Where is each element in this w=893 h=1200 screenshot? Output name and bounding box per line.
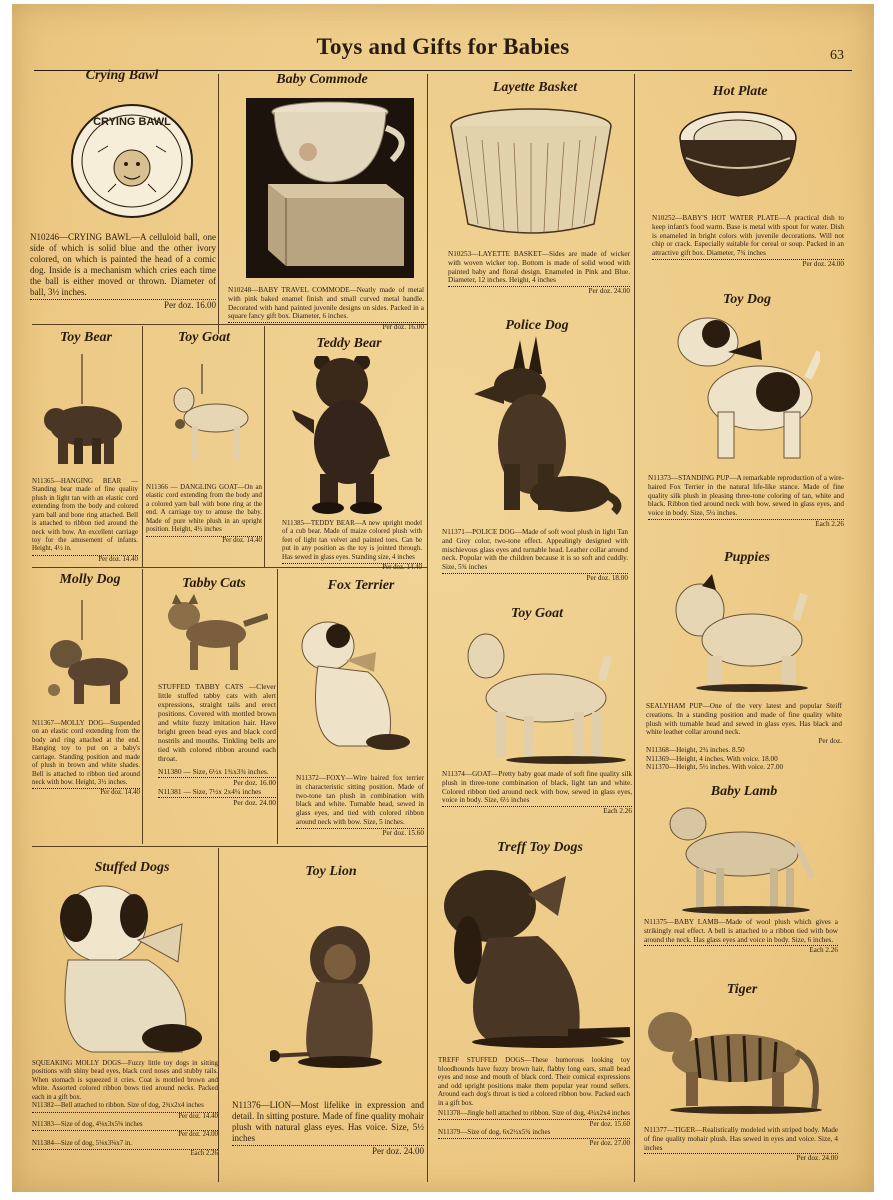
toy-dog-price: Each 2.26 [648,519,844,529]
tiger-description: N11377—TIGER—Realistically modeled with striped body. Made of fine quality mohair plush. Has sewed in eyes and voice. Size, 4 inches Per doz. 24.00 [644,1126,838,1163]
column-divider [218,74,219,334]
stuffed-dogs-row-2: N11383—Size of dog, 4⅛x3x5⅛ inches [32,1120,143,1128]
row-divider [32,846,427,847]
heading-toy-dog: Toy Dog [722,292,772,307]
heading-treff-dogs: Treff Toy Dogs [497,840,583,855]
treff-dogs-row-1: N11378—Jingle bell attached to ribbon. Size of dog, 4¾x2x4 inches [438,1109,630,1118]
baby-lamb-image [666,802,816,914]
tabby-cats-size-2: N11381 — Size, 7½x 2x4¼ inches [158,787,262,797]
molly-dog-image [40,600,134,710]
treff-dogs-image [438,864,632,1050]
heading-toy-bear: Toy Bear [60,330,112,345]
column-divider [427,74,428,1182]
treff-dogs-description: TREFF STUFFED DOGS—These humorous looking toy bloodhounds have fuzzy brown hair, flabby long ears, small bead eyes and nose and mouth of black cord. Their comical expressions and odd upright positions make them popular year round sellers. Around each dog's throat is tied a colored ribbon bow. Packed each in a gift box. N11378—Jingle bell attached to ribbon. Size of dog, 4¾x2x4 inches Per doz. 15.60 N11379—Size of dog, 6x2½x5¾ inches Per doz. 27.00 [438,1056,630,1147]
hot-plate-description: N10252—BABY'S HOT WATER PLATE—A practical dish to keep infant's food warm. Base is metal with spout for water. Dish is enameled in bright colors with juvenile decorations. Will not chip or crack. Especially suitable for cereal or soup. Packed in an attractive gift box. Diameter, 7¾ inches Per doz. 24.00 [652,214,844,268]
puppies-row-1: N11368—Height, 2¾ inches. 8.50 [646,745,745,754]
crying-bawl-price: Per doz. 16.00 [30,299,216,311]
heading-molly-dog: Molly Dog [59,572,121,587]
heading-toy-goat-small: Toy Goat [178,330,230,345]
baby-lamb-description: N11375—BABY LAMB—Made of wool plush which gives a strikingly real effect. A bell is attached to a ribbon tied with bow around the neck. Has glass eyes and voice in body. Size, 6 inches. Each 2.26 [644,918,838,955]
police-dog-description: N11371—POLICE DOG—Made of soft wool plush in light Tan and Grey color, two-tone effect. Appealingly designed with mischievous glass eyes and turnable head. Leather collar around neck. Popular with the children because it is so soft and cuddly. Size, 5¾ inches Per doz. 18.00 [442,528,628,582]
fox-terrier-description: N11372—FOXY—Wire haired fox terrier in characteristic sitting position. Made of two-tone tan plush in combination with black and white. Turnable head, sewed in glass eyes, and tied with colored ribbon around neck with bow. Size, 5 inches. Per doz. 15.60 [296,774,424,837]
toy-goat-small-description: N11366 — DANGLING GOAT—On an elastic cord extending from the body and a colored yarn ball with bone ring at the end. A carriage toy to amuse the baby. Made of pure white plush in an upright position. Height, 4½ inches Per doz. 14.40 [146,484,262,544]
column-divider [218,848,219,1182]
tabby-cats-price-2: Per doz. 24.00 [158,797,276,807]
treff-dogs-price-2: Per doz. 27.00 [438,1138,630,1148]
molly-dog-description: N11367—MOLLY DOG—Suspended on an elastic cord extending from the body and ring attached at the end. Hanging toy to put on a baby's carriage. Standing position and made of plush in brown and white shades. Bell is attached to ribbon tied around neck with bow. Height, 3½ inches. Per doz. 14.40 [32,720,140,797]
hot-plate-image [676,106,800,206]
page-number: 63 [830,48,844,63]
toy-goat-small-image [162,364,256,470]
fox-terrier-image [298,616,416,752]
stuffed-dogs-image [52,880,204,1056]
tabby-cats-price-1: Per doz. 16.00 [158,777,276,787]
toy-lion-image [270,922,382,1068]
heading-teddy-bear: Teddy Bear [316,336,382,351]
column-divider [264,326,265,568]
toy-lion-price: Per doz. 24.00 [232,1145,424,1157]
column-divider [142,326,143,568]
heading-stuffed-dogs: Stuffed Dogs [94,860,170,875]
catalog-page [12,4,874,1192]
layette-basket-image [446,106,616,238]
heading-baby-commode: Baby Commode [276,72,368,87]
teddy-bear-description: N11385—TEDDY BEAR—A new upright model of a cub bear. Made of maize colored plush with feet of light tan velvet and painted toes. Can be put in any position as the toy is jointed through. Has sewed in glass eyes. Standing size, 4 inches Per doz. 14.40 [282,520,422,572]
puppies-per-doz: Per doz. [818,737,842,746]
baby-lamb-price: Each 2.26 [644,945,838,955]
stuffed-dogs-price-2: Per doz. 24.00 [32,1130,218,1139]
stuffed-dogs-price-1: Per doz. 14.40 [32,1112,218,1121]
tabby-cats-image [160,594,268,678]
toy-goat-description: N11374—GOAT—Pretty baby goat made of soft fine quality silk plush in three-tone combination of black, light tan and white. Colored ribbon tied around neck with bow, sewed in glass eyes, voice in body. Size, 6½ inches Each 2.26 [442,770,632,816]
heading-fox-terrier: Fox Terrier [327,578,395,593]
heading-puppies: Puppies [724,550,770,565]
teddy-bear-price: Per doz. 14.40 [282,563,422,572]
toy-bear-image [38,354,130,472]
column-divider [142,569,143,844]
treff-dogs-price-1: Per doz. 15.60 [438,1119,630,1129]
heading-tabby-cats: Tabby Cats [182,576,246,591]
tiger-price: Per doz. 24.00 [644,1153,838,1163]
layette-basket-price: Per doz. 24.00 [448,286,630,296]
puppies-row-3: N11370—Height, 5½ inches. With voice. 27.00 [646,763,784,772]
stuffed-dogs-description: SQUEAKING MOLLY DOGS—Fuzzy little toy dogs in sitting positions with shiny bead eyes, black cord noses and stubby tails. When stomach is squeezed it cries. Coat is mottled brown and white. Assorted colored ribbon bows tied around necks. Packed each in a gift box. N11382—Bell attached to ribbon. Size of dog, 2¾x2x4 inches Per doz. 14.40 N11383—Size of dog, 4⅛x3x5⅛ inches Per doz. 24.00 N11384—Size of dog, 5⅛x3⅜x7 in. Each 2.26 [32,1060,218,1158]
fox-terrier-price: Per doz. 15.60 [296,828,424,838]
crying-bawl-description: N10246—CRYING BAWL—A celluloid ball, one side of which is solid blue and the other ivory colored, on which is painted the head of a comic dog. Inside is a mechanism which cries each time the ball is either moved or thrown. Diameter of ball, 3½ inches. Per doz. 16.00 [30,232,216,310]
toy-lion-description: N11376—LION—Most lifelike in expression and detail. In sitting posture. Made of fine quality mohair plush with natural glass eyes. Has voice. Size, 5½ inches Per doz. 24.00 [232,1100,424,1156]
column-divider [634,74,635,1182]
stuffed-dogs-row-1: N11382—Bell attached to ribbon. Size of dog, 2¾x2x4 inches [32,1102,204,1110]
baby-commode-description: N10248—BABY TRAVEL COMMODE—Neatly made of metal with pink baked enamel finish and small curved metal handle. Decorated with hand painted juvenile designs on sides. Packed in a square fancy gift box. Diameter, 6 inches. Per doz. 16.00 [228,286,424,332]
toy-goat-image [456,628,628,764]
baby-commode-image [246,98,414,278]
heading-toy-goat: Toy Goat [511,606,563,621]
molly-dog-price: Per doz. 14.40 [32,788,140,797]
police-dog-price: Per doz. 18.00 [442,573,628,583]
toy-bear-description: N11365—HANGING BEAR —Standing bear made of fine quality plush in light tan with an elastic cord extending from the body and colored yarn ball and bone ring attached. Bell is attached to ribbon tied around the neck with bow. An excellent carriage toy for the amusement of infants. Height, 4½ in. Per doz. 14.40 [32,478,138,563]
baby-commode-price: Per doz. 16.00 [228,322,424,332]
crying-bawl-logo-text: CRYING BAWL [93,116,171,128]
heading-toy-lion: Toy Lion [305,864,357,879]
heading-baby-lamb: Baby Lamb [710,784,778,799]
stuffed-dogs-row-3: N11384—Size of dog, 5⅛x3⅜x7 in. [32,1139,133,1147]
tiger-image [646,1002,826,1116]
puppies-image [672,574,808,692]
toy-dog-description: N11373—STANDING PUP—A remarkable reproduction of a wire-haired Fox Terrier in the natural life-like stance. Made of fine quality silk plush in pleasing three-tone coloring of tan, white and black. Ribbon tied around neck with bow, sewed in glass eyes, and voice in body. Size, 5¼ inches. Each 2.26 [648,474,844,528]
police-dog-image [464,334,624,522]
tabby-cats-description: STUFFED TABBY CATS —Clever little stuffed tabby cats with alert expressions, straight tails and erect positions. Covered with mottled brown and white fuzzy imitation hair. Have bright green bead eyes and black cord nostrils and mouths. Tinkling bells are tied with colored ribbon around each throat. N11380 — Size, 6½x 1¾x3¾ inches. Per doz. 16.00 N11381 — Size, 7½x 2x4¼ inches Per doz. 24.00 [158,682,276,808]
puppies-description: SEALYHAM PUP—One of the very latest and popular Steiff creations. In a standing position and made of fine quality white plush with turnable head and sewed in glass eyes. Has black and white leather collar around neck. Per doz. N11368—Height, 2¾ inches. 8.50 N11369—Height, 4 inches. With voice. 18.00 N11370—Height, 5½ inches. With voice. 27.00 [646,702,842,772]
treff-dogs-row-2: N11379—Size of dog, 6x2½x5¾ inches [438,1128,551,1137]
puppies-row-2: N11369—Height, 4 inches. With voice. 18.00 [646,754,778,763]
teddy-bear-image [292,356,404,516]
toy-dog-image [668,312,820,468]
crying-bawl-image [68,102,196,220]
layette-basket-description: N10253—LAYETTE BASKET—Sides are made of wicker with woven wicker top. Bottom is made of solid wood with painted baby and floral design. Enameled in Pink and Blue. Diameter, 12 inches. Height, 4 inches Per doz. 24.00 [448,250,630,296]
tabby-cats-size-1: N11380 — Size, 6½x 1¾x3¾ inches. [158,767,269,777]
toy-bear-price: Per doz. 14.40 [32,555,138,564]
stuffed-dogs-price-3: Each 2.26 [32,1149,218,1158]
heading-hot-plate: Hot Plate [712,84,768,99]
heading-police-dog: Police Dog [505,318,569,333]
heading-crying-bawl: Crying Bawl [85,68,159,83]
toy-goat-small-price: Per doz. 14.40 [146,536,262,545]
heading-layette-basket: Layette Basket [492,80,578,95]
toy-goat-price: Each 2.26 [442,806,632,816]
page-title: Toys and Gifts for Babies [316,34,570,59]
column-divider [277,569,278,844]
heading-tiger: Tiger [726,982,758,997]
hot-plate-price: Per doz. 24.00 [652,259,844,269]
